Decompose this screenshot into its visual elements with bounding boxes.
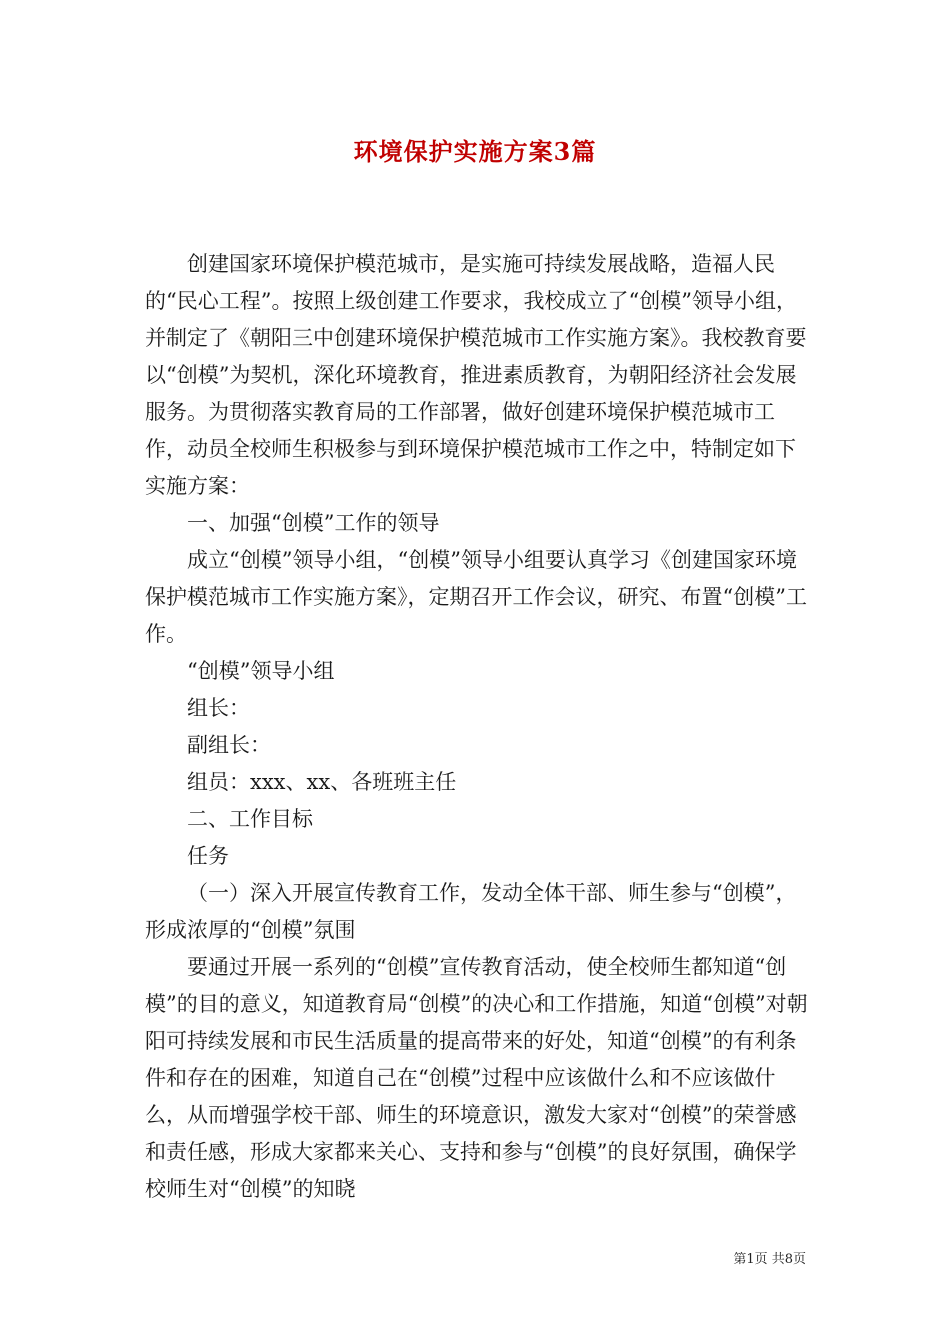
group-leader: 组长： bbox=[187, 696, 250, 720]
paragraph-task-1: 要通过开展一系列的“创模”宣传教育活动，使全校师生都知道“创模”的目的意义，知道教育局“创模”的决心和工作措施，知道“创模”对朝阳可持续发展和市民生活质量的提高带来的好处，知道“创模”的有利条件和存在的困难，知道自己在“创模”过程中应该做什么和不应该做什么，从而增强学校干部、师生的环境意识，激发大家对“创模”的荣誉感和责任感，形成大家都来关心、支持和参与“创模”的良好氛围，确保学校师生对“创模”的知晓 bbox=[145, 955, 808, 1201]
section-heading-1: 一、加强“创模”工作的领导 bbox=[187, 511, 440, 535]
group-members: 组员：xxx、xx、各班班主任 bbox=[187, 770, 457, 794]
paragraph-section-1: 成立“创模”领导小组，“创模”领导小组要认真学习《创建国家环境保护模范城市工作实施方案》，定期召开工作会议，研究、布置“创模”工作。 bbox=[145, 548, 807, 646]
document-title: 环境保护实施方案3篇 bbox=[353, 137, 597, 166]
task-1-heading: （一）深入开展宣传教育工作，发动全体干部、师生参与“创模”，形成浓厚的“创模”氛围 bbox=[145, 881, 797, 942]
group-heading: “创模”领导小组 bbox=[187, 659, 335, 683]
section-heading-2: 二、工作目标 bbox=[187, 807, 313, 831]
group-deputy-leader: 副组长： bbox=[187, 733, 271, 757]
page-number: 第1页 共8页 bbox=[733, 1252, 806, 1267]
document-body bbox=[145, 246, 810, 1208]
tasks-heading: 任务 bbox=[187, 844, 229, 868]
paragraph-intro: 创建国家环境保护模范城市，是实施可持续发展战略，造福人民的“民心工程”。按照上级创建工作要求，我校成立了“创模”领导小组，并制定了《朝阳三中创建环境保护模范城市工作实施方案》。我校教育要以“创模”为契机，深化环境教育，推进素质教育，为朝阳经济社会发展服务。为贯彻落实教育局的工作部署，做好创建环境保护模范城市工作，动员全校师生积极参与到环境保护模范城市工作之中，特制定如下实施方案： bbox=[145, 252, 807, 498]
